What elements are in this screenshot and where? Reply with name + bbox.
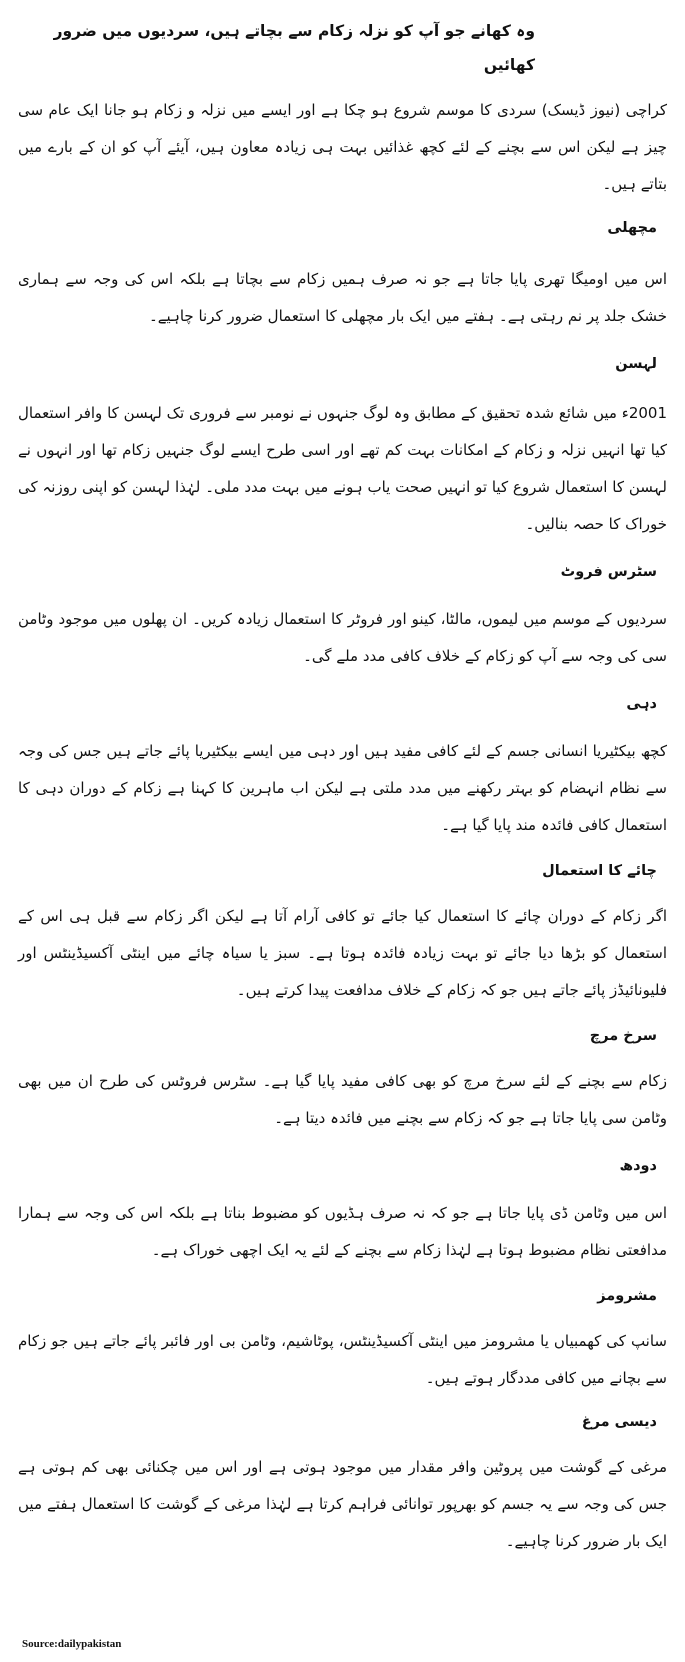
section-fish	[18, 211, 667, 335]
section-heading: چائے کا استعمال	[542, 863, 657, 879]
section-body: سانپ کی کھمبیاں یا مشرومز میں اینٹی آکسیڈینٹس، پوٹاشیم، وٹامن بی اور فائبر پائے جاتے ہیں جو زکام سے بچانے میں کافی مددگار ہوتے ہیں۔	[18, 1332, 667, 1387]
section-milk	[18, 1149, 667, 1269]
intro-paragraph: کراچی (نیوز ڈیسک) سردی کا موسم شروع ہو چکا ہے اور ایسے میں نزلہ و زکام ہو جانا ایک عام سی چیز ہے لیکن اس سے بچنے کے لئے کچھ غذائیں بہت ہی زیادہ معاون ہیں، آیئے آپ کو ان کے بارے میں بتاتے ہیں۔	[18, 101, 667, 193]
section-body: سردیوں کے موسم میں لیموں، مالٹا، کینو اور فروٹر کا استعمال زیادہ کریں۔ ان پھلوں میں موجود وٹامن سی کی وجہ سے آپ کو زکام کے خلاف کافی مدد ملے گی۔	[18, 610, 667, 665]
section-heading: مچھلی	[607, 220, 657, 236]
section-desi-chicken	[18, 1405, 667, 1560]
section-mushrooms	[18, 1279, 667, 1397]
section-body: اس میں اومیگا تھری پایا جاتا ہے جو نہ صرف ہمیں زکام سے بچاتا ہے بلکہ اس کی وجہ سے ہماری خشک جلد پر نم رہتی ہے۔ ہفتے میں ایک بار مچھلی کا استعمال ضرور کرنا چاہیے۔	[18, 270, 667, 325]
article-title: وہ کھانے جو آپ کو نزلہ زکام سے بچاتے ہیں، سردیوں میں ضرور کھائیں	[53, 22, 535, 74]
section-heading: سرخ مرچ	[589, 1028, 657, 1044]
source-credit: Source:dailypakistan	[22, 1638, 122, 1650]
section-heading: مشرومز	[597, 1288, 657, 1304]
section-heading: دیسی مرغ	[581, 1414, 657, 1430]
section-citrus-fruit	[18, 555, 667, 675]
section-heading: دہی	[626, 696, 657, 712]
section-body: کچھ بیکٹیریا انسانی جسم کے لئے کافی مفید ہیں اور دہی میں ایسے بیکٹیریا پائے جاتے ہیں جس کی وجہ سے نظام انہضام کو بہتر رکھنے میں مدد ملتی ہے لیکن اب ماہرین کا کہنا ہے زکام کے دوران دہی کا استعمال کافی فائدہ مند پایا گیا ہے۔	[18, 742, 667, 834]
section-heading: لہسن	[615, 356, 657, 372]
section-body: زکام سے بچنے کے لئے سرخ مرچ کو بھی کافی مفید پایا گیا ہے۔ سٹرس فروٹس کی طرح ان میں بھی وٹامن سی پایا جاتا ہے جو کہ زکام سے بچنے میں فائدہ دیتا ہے۔	[18, 1072, 667, 1127]
section-garlic	[18, 347, 667, 543]
section-body: مرغی کے گوشت میں پروٹین وافر مقدار میں موجود ہوتی ہے اور اس میں چکنائی بھی کم ہوتی ہے جس کی وجہ سے یہ جسم کو بھرپور توانائی فراہم کرتا ہے لہٰذا مرغی کے گوشت کا استعمال ہفتے میں ایک بار ضرور کرنا چاہیے۔	[18, 1458, 667, 1550]
section-heading: سٹرس فروٹ	[560, 564, 657, 580]
section-yogurt	[18, 687, 667, 844]
section-body: اس میں وٹامن ڈی پایا جاتا ہے جو کہ نہ صرف ہڈیوں کو مضبوط بناتا ہے بلکہ اس کی وجہ سے ہمارا مدافعتی نظام مضبوط ہوتا ہے لہٰذا زکام سے بچنے کے لئے یہ ایک اچھی خوراک ہے۔	[18, 1204, 667, 1259]
section-red-chili	[18, 1019, 667, 1137]
section-body: اگر زکام کے دوران چائے کا استعمال کیا جائے تو کافی آرام آتا ہے لیکن اگر زکام سے قبل ہی اس کے استعمال کو بڑھا دیا جائے تو بہت زیادہ فائدہ ہوتا ہے۔ سبز یا سیاہ چائے میں اینٹی آکسیڈینٹس اور فلیونائیڈز پائے جاتے ہیں جو کہ زکام کے خلاف مدافعت پیدا کرتے ہیں۔	[18, 907, 667, 999]
section-heading: دودھ	[619, 1158, 657, 1174]
section-body: 2001ء میں شائع شدہ تحقیق کے مطابق وہ لوگ جنہوں نے نومبر سے فروری تک لہسن کا وافر استعمال کیا تھا انہیں نزلہ و زکام کے امکانات بہت کم تھے اور اسی طرح ایسے لوگ جنہیں زکام تھا اور انہوں نے لہسن کا استعمال شروع کیا تو انہیں صحت یاب ہونے میں بہت مدد ملی۔ لہٰذا لہسن کو اپنی روزنہ کی خوراک کا حصہ بنالیں۔	[18, 404, 667, 533]
section-tea	[18, 854, 667, 1009]
